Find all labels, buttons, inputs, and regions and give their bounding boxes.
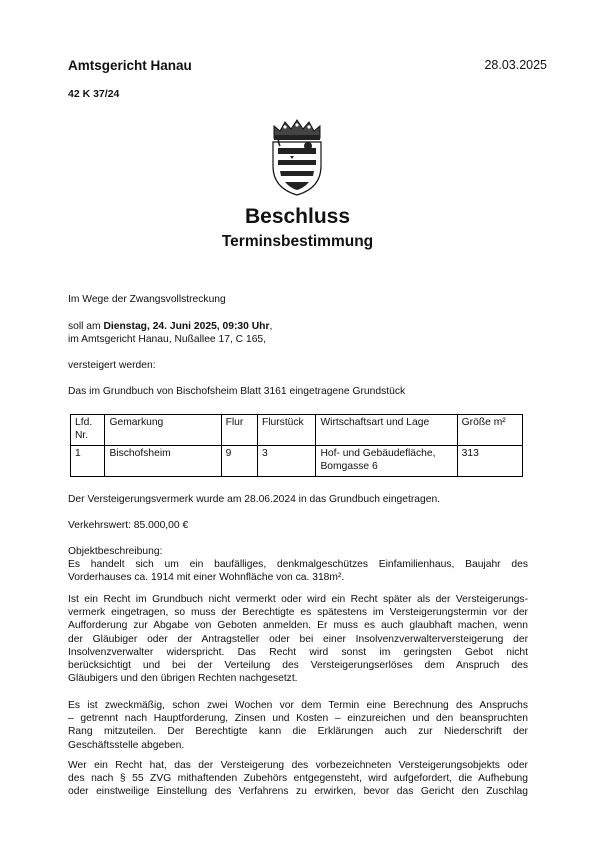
object-description xyxy=(68,545,528,585)
paragraph-line: der Gläubiger oder der Antragsteller oder bei einer Insolvenzverwalterversteigerung der xyxy=(68,633,528,645)
objection-paragraph xyxy=(68,759,528,799)
table-row xyxy=(71,446,523,477)
register-entry-text: Der Versteigerungsvermerk wurde am 28.06.2024 in das Grundbuch eingetragen. xyxy=(68,494,441,505)
column-header: Größe m² xyxy=(457,415,522,446)
paragraph-line: – getrennt nach Hauptforderung, Zinsen und Kosten – einzureichen und den beanspruchten xyxy=(68,713,528,725)
table-cell: Bischofsheim xyxy=(105,446,221,477)
auction-text: versteigert werden: xyxy=(68,360,156,371)
column-header: Lfd. Nr. xyxy=(71,415,105,446)
property-intro: Das im Grundbuch von Bischofsheim Blatt 3161 eingetragene Grundstück xyxy=(68,386,406,397)
paragraph-line: Es handelt sich um ein baufälliges, denkmalgeschützes Einfamilienhaus, Baujahr des xyxy=(68,559,528,571)
appointment-suffix: , xyxy=(269,321,273,332)
paragraph-line: Aufforderung zur Abgabe von Geboten anmelden. Er muss es auch glaubhaft machen, wenn xyxy=(68,620,528,632)
paragraph-line: berücksichtigt und bei der Verteilung des Versteigerungserlöses dem Anspruch des xyxy=(68,660,528,672)
appointment-prefix: soll am xyxy=(68,321,104,332)
court-name: Amtsgericht Hanau xyxy=(68,58,192,73)
table-cell: 9 xyxy=(221,446,257,477)
paragraph-line: Gläubigers und den übrigen Rechten nachgesetzt. xyxy=(68,673,298,685)
table-cell: 1 xyxy=(71,446,105,477)
column-header: Flurstück xyxy=(257,415,316,446)
column-header: Flur xyxy=(221,415,257,446)
property-table xyxy=(70,414,523,477)
paragraph-line: Rang mitzuteilen. Der Berechtigte kann die Erklärungen auch zur Niederschrift der xyxy=(68,726,528,738)
document-date: 28.03.2025 xyxy=(484,58,547,72)
paragraph-line: oder einstweilige Einstellung des Verfahrens zu erwirken, bevor das Gericht den Zuschlag xyxy=(68,786,528,798)
column-header: Gemarkung xyxy=(105,415,221,446)
column-header: Wirtschaftsart und Lage xyxy=(316,415,457,446)
rights-paragraph xyxy=(68,593,528,685)
table-cell: 313 xyxy=(457,446,522,477)
paragraph-line: Ist ein Recht im Grundbuch nicht vermerkt oder wird ein Recht später als der Versteigerungs- xyxy=(68,594,528,605)
paragraph-line: Geschäftsstelle abgeben. xyxy=(68,739,185,751)
table-cell: Hof- und Gebäudefläche, Bomgasse 6 xyxy=(316,446,457,477)
market-value-text: Verkehrswert: 85.000,00 € xyxy=(68,520,189,531)
document-title: Beschluss xyxy=(244,205,351,228)
paragraph-line: Es ist zweckmäßig, schon zwei Wochen vor dem Termin eine Berechnung des Anspruchs xyxy=(68,700,528,711)
object-label: Objektbeschreibung: xyxy=(68,546,163,557)
document-subtitle: Terminsbestimmung xyxy=(221,233,374,250)
paragraph-line: Vorderhauses ca. 1914 mit einer Wohnfläche von ca. 318m². xyxy=(68,572,345,584)
table-header-row xyxy=(71,415,523,446)
claim-paragraph xyxy=(68,699,528,752)
paragraph-line: Insolvenzverwalter widerspricht. Das Recht wird sonst im geringsten Gebot nicht xyxy=(68,646,528,658)
file-number: 42 K 37/24 xyxy=(68,88,120,100)
paragraph-line: vermerk eingetragen, so muss der Berechtigte es spätestens im Versteigerungstermin vor der xyxy=(68,607,528,619)
appointment-text xyxy=(68,320,528,333)
paragraph-line: des nach § 55 ZVG mithaftenden Zubehörs entgegensteht, wird aufgefordert, die Aufhebung xyxy=(68,773,528,785)
intro-text: Im Wege der Zwangsvollstreckung xyxy=(68,294,226,305)
hesse-coat-of-arms-icon xyxy=(268,118,326,196)
appointment-location: im Amtsgericht Hanau, Nußallee 17, C 165, xyxy=(68,334,267,345)
table-cell: 3 xyxy=(257,446,316,477)
appointment-date: Dienstag, 24. Juni 2025, 09:30 Uhr xyxy=(103,321,270,332)
paragraph-line: Wer ein Recht hat, das der Versteigerung des vorbezeichneten Versteigerungsobjekts oder xyxy=(68,760,528,771)
